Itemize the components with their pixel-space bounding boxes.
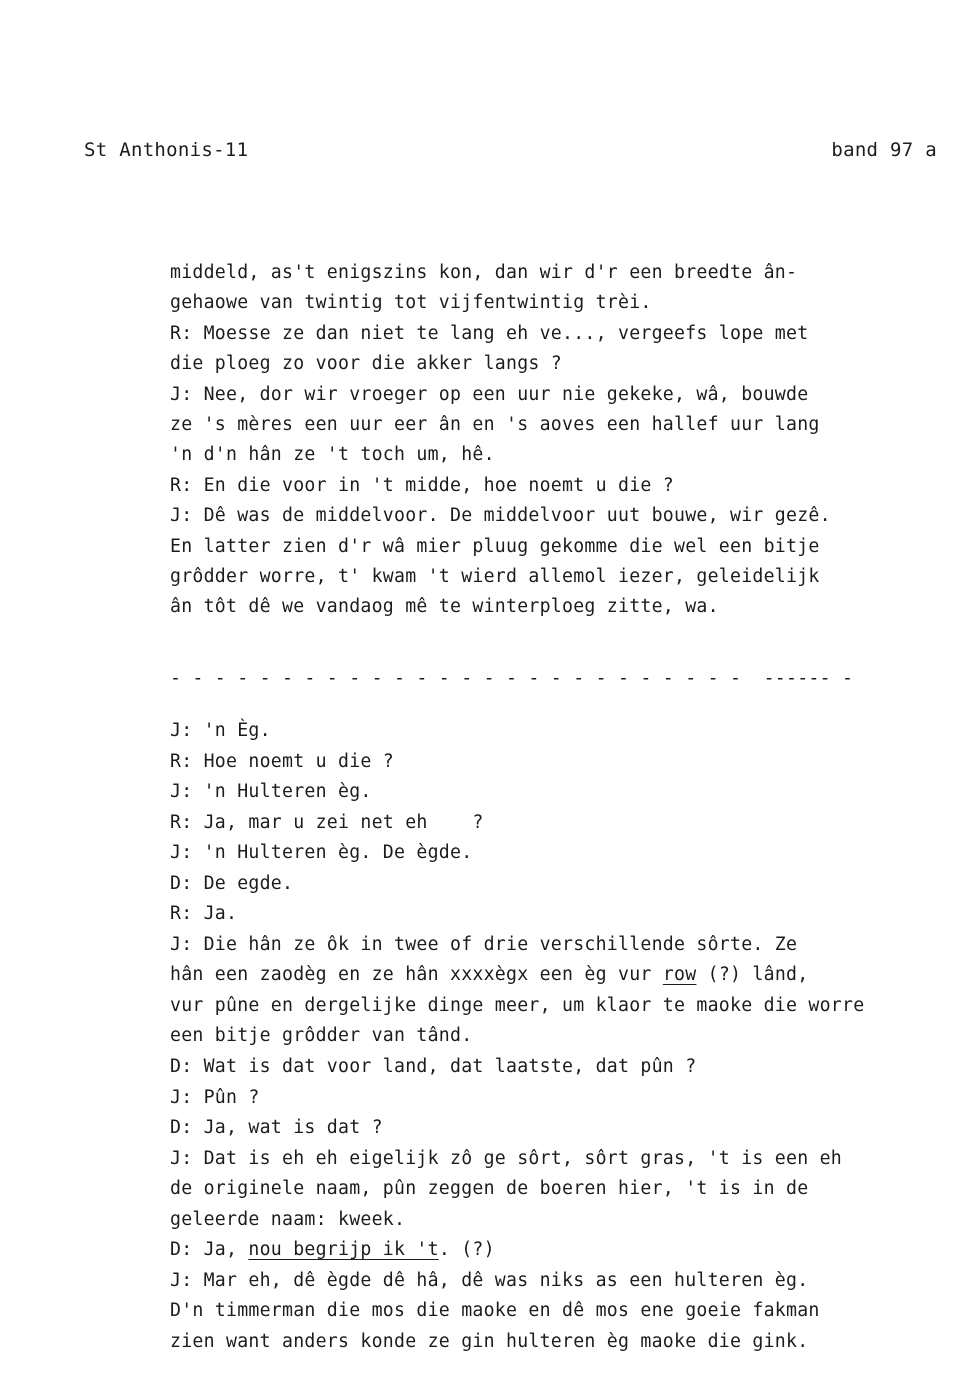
transcript-line: die ploeg zo voor die akker langs ? (170, 353, 562, 375)
transcript-line: D: Wat is dat voor land, dat laatste, dat pûn ? (170, 1056, 697, 1078)
transcript-line: 'n d'n hân ze 't toch um, hê. (170, 444, 495, 466)
underlined-phrase: nou begrijp ik 't (248, 1239, 439, 1261)
line-segment: (?) lând, (696, 964, 809, 986)
line-segment: hân een zaodèg en ze hân (170, 964, 450, 986)
transcript-line: R: Hoe noemt u die ? (170, 750, 394, 772)
transcript-line: J: 'n Hulteren èg. (170, 781, 372, 803)
transcript-line: middeld, as't enigszins kon, dan wir d'r een breedte ân- (170, 262, 798, 283)
transcript-line: geleerde naam: kweek. (170, 1208, 406, 1230)
transcript-line: een bitje grôdder van tând. (170, 1025, 473, 1047)
line-segment: . (?) (438, 1239, 495, 1261)
transcript-line: ze 's mères een uur eer ân en 's aoves een hallef uur lang (170, 413, 820, 435)
transcript-line: gehaowe van twintig tot vijfentwintig trèi. (170, 292, 652, 314)
transcript-line: J: Pûn ? (170, 1086, 260, 1108)
struck-over-word: xxxxèg (450, 964, 518, 986)
transcript-line (170, 1235, 960, 1266)
transcript-line (170, 960, 960, 991)
transcript-line: R: Ja. (170, 903, 238, 925)
underlined-word: row (662, 964, 697, 986)
transcript-line: J: Die hân ze ôk in twee of drie verschillende sôrte. Ze (170, 933, 798, 955)
transcript-line: zien want anders konde ze gin hulteren èg maoke die gink. (170, 1330, 809, 1352)
section-divider: - - - - - - - - - - - - - - - - - - - - - - - - - - ------ - (170, 668, 854, 689)
transcript-line: D: De egde. (170, 872, 294, 894)
transcript-passage-one (170, 258, 960, 623)
transcript-passage-two (170, 716, 960, 1357)
tape-number-header: band 97 a (831, 139, 937, 161)
location-header: St Anthonis-11 (84, 139, 249, 161)
transcript-line: R: Ja, mar u zei net eh ? (170, 811, 484, 833)
transcript-line: J: Dê was de middelvoor. De middelvoor uut bouwe, wir gezê. (170, 505, 831, 527)
transcript-line: grôdder worre, t' kwam 't wierd allemol iezer, geleidelijk (170, 565, 820, 587)
transcript-line: J: 'n Èg. (170, 720, 271, 741)
transcript-line: ân tôt dê we vandaog mê te winterploeg zitte, wa. (170, 596, 719, 618)
line-segment: x een èg vur (517, 964, 663, 986)
transcript-line: D'n timmerman die mos die maoke en dê mos ene goeie fakman (170, 1300, 820, 1322)
transcript-line: R: Moesse ze dan niet te lang eh ve..., vergeefs lope met (170, 322, 809, 344)
transcript-line: En latter zien d'r wâ mier pluug gekomme die wel een bitje (170, 535, 820, 557)
transcript-line: J: Nee, dor wir vroeger op een uur nie gekeke, wâ, bouwde (170, 383, 809, 405)
transcript-line: vur pûne en dergelijke dinge meer, um klaor te maoke die worre (170, 994, 865, 1016)
transcript-line: J: 'n Hulteren èg. De ègde. (170, 842, 473, 864)
transcript-line: D: Ja, wat is dat ? (170, 1117, 383, 1139)
transcript-line: R: En die voor in 't midde, hoe noemt u die ? (170, 474, 674, 496)
line-segment: D: Ja, (170, 1239, 249, 1261)
transcript-line: J: Dat is eh eh eigelijk zô ge sôrt, sôrt gras, 't is een eh (170, 1147, 842, 1169)
transcript-line: J: Mar eh, dê ègde dê hâ, dê was niks as een hulteren èg. (170, 1269, 809, 1291)
transcript-line: de originele naam, pûn zeggen de boeren hier, 't is in de (170, 1178, 809, 1200)
